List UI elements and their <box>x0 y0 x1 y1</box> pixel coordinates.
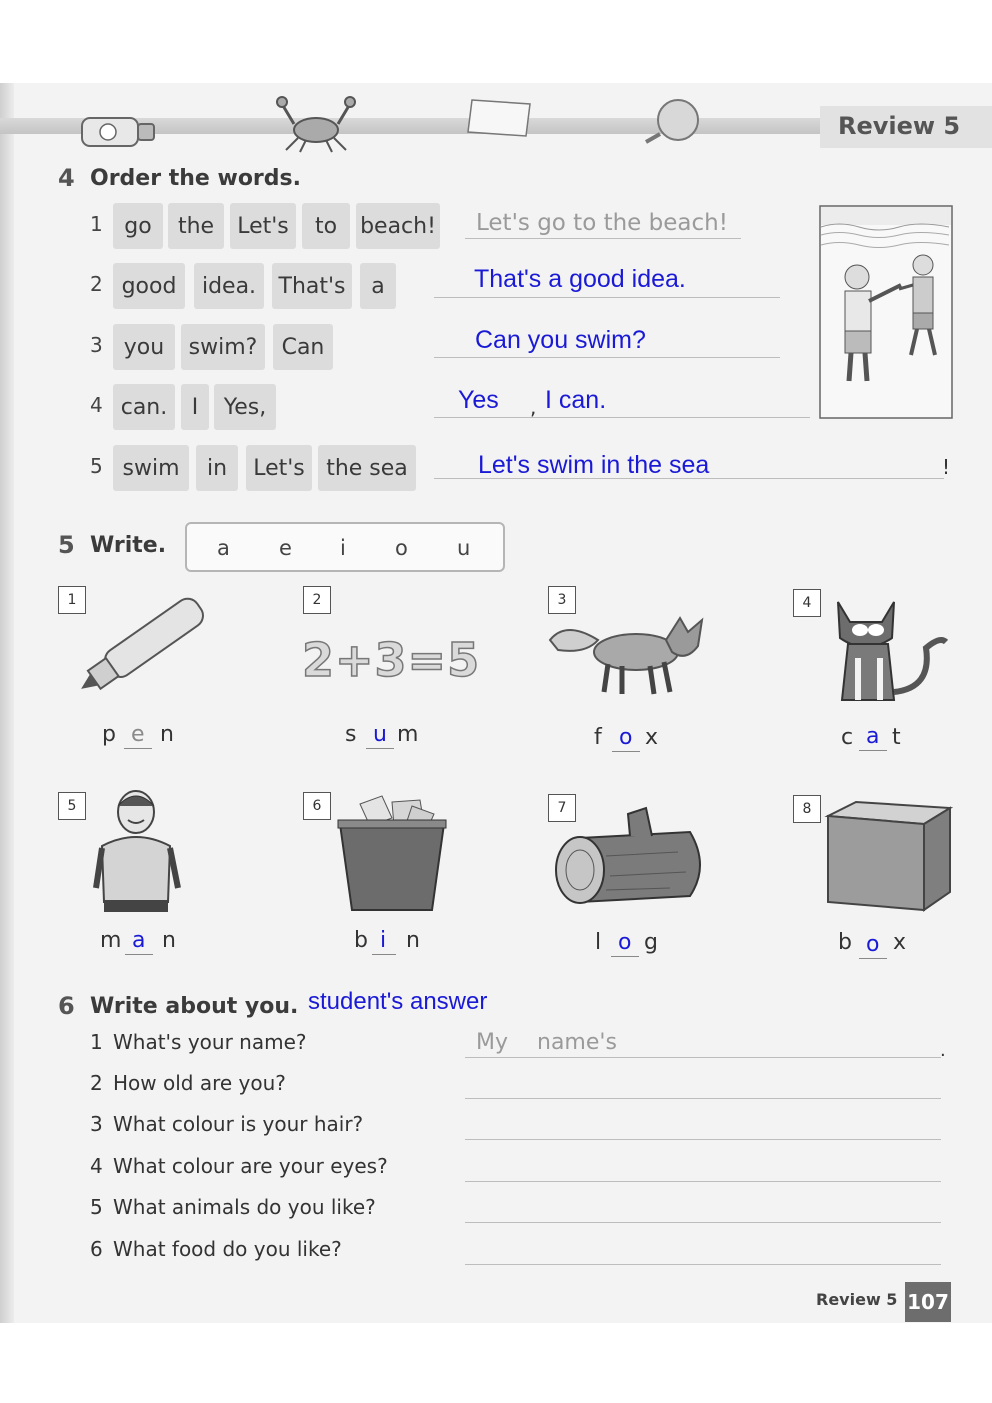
word-letter-filled: a <box>866 724 880 749</box>
section-4-title: Order the words. <box>90 166 301 191</box>
row-number: 2 <box>90 272 103 296</box>
letter-blank-line <box>611 956 639 957</box>
answer-line <box>465 1057 941 1058</box>
question-number: 2 <box>90 1071 103 1095</box>
section-6-number: 6 <box>58 992 75 1020</box>
word-letter-filled: o <box>619 725 633 750</box>
section-5-title: Write. <box>90 533 167 558</box>
sunscreen-bottle-icon <box>78 108 158 150</box>
answer-handwritten: That's a good idea. <box>474 265 686 293</box>
word-letter-filled: o <box>866 932 880 957</box>
word-tile: That's <box>272 263 352 309</box>
picture-number: 3 <box>548 586 576 614</box>
answer-line <box>465 1181 941 1182</box>
answer-sample-word: name's <box>537 1030 617 1055</box>
question-number: 6 <box>90 1237 103 1261</box>
answer-comma: , <box>530 395 537 419</box>
student-answer-note: student's answer <box>308 988 488 1015</box>
word-tile: Yes, <box>214 384 276 430</box>
answer-line <box>465 1222 941 1223</box>
answer-handwritten: Let's swim in the sea <box>478 451 710 479</box>
word-letter: n <box>162 928 176 953</box>
word-letter: m <box>397 722 419 747</box>
vowels-box <box>185 522 505 572</box>
letter-blank-line <box>859 958 887 959</box>
answer-line <box>434 297 780 298</box>
row-number: 5 <box>90 454 103 478</box>
answer-sample-word: My <box>476 1030 509 1055</box>
question-text: What food do you like? <box>113 1237 342 1261</box>
word-letter: p <box>102 722 116 747</box>
answer-sample: Let's go to the beach! <box>476 210 728 236</box>
word-letter: l <box>595 930 602 955</box>
word-tile: swim? <box>181 324 265 370</box>
letter-blank-line <box>859 750 887 751</box>
word-tile: good <box>113 263 185 309</box>
page-spine-shadow <box>0 83 14 1323</box>
word-tile: Can <box>273 324 333 370</box>
word-letter: m <box>100 928 122 953</box>
question-number: 5 <box>90 1195 103 1219</box>
question-number: 4 <box>90 1154 103 1178</box>
magnifying-glass-icon <box>640 96 710 146</box>
word-letter: n <box>160 722 174 747</box>
pen-icon <box>60 584 220 704</box>
answer-line <box>434 357 780 358</box>
footer-review-label: Review 5 <box>816 1290 898 1309</box>
word-tile: Let's <box>230 203 296 249</box>
picture-number: 7 <box>548 794 576 822</box>
word-tile: Let's <box>246 445 312 491</box>
end-exclamation: ! <box>942 455 951 479</box>
letter-blank-line <box>612 751 640 752</box>
vowel: e <box>279 536 292 560</box>
question-text: What animals do you like? <box>113 1195 376 1219</box>
answer-line <box>434 417 810 418</box>
row-number: 4 <box>90 393 103 417</box>
cat-icon <box>822 588 950 706</box>
question-text: What's your name? <box>113 1030 307 1054</box>
question-text: What colour is your hair? <box>113 1112 364 1136</box>
word-letter: b <box>354 928 368 953</box>
word-letter: f <box>594 725 602 750</box>
answer-handwritten: Can you swim? <box>475 326 646 354</box>
man-icon <box>90 788 186 914</box>
word-letter: x <box>893 930 907 955</box>
answer-line <box>465 1098 941 1099</box>
word-tile: can. <box>113 384 175 430</box>
letter-blank-line <box>366 748 394 749</box>
fox-icon <box>546 600 708 700</box>
word-letter-filled: a <box>132 928 146 953</box>
word-tile: you <box>113 324 175 370</box>
word-letter: n <box>406 928 420 953</box>
section-6-title: Write about you. <box>90 994 299 1019</box>
vowel: a <box>217 536 230 560</box>
letter-blank-line <box>372 954 396 955</box>
letter-blank-line <box>125 954 153 955</box>
crab-icon <box>276 94 356 154</box>
word-letter-filled: u <box>373 722 387 747</box>
letter-blank-line <box>124 748 152 749</box>
paper-note-icon <box>466 96 536 140</box>
row-number: 1 <box>90 212 103 236</box>
answer-handwritten-part1: Yes <box>458 386 499 414</box>
question-text: How old are you? <box>113 1071 286 1095</box>
box-icon <box>824 798 954 916</box>
word-letter-filled: e <box>131 722 145 747</box>
section-4-number: 4 <box>58 164 75 192</box>
vowel: u <box>457 536 471 560</box>
word-tile: idea. <box>194 263 264 309</box>
word-letter: c <box>841 725 854 750</box>
word-tile: the <box>168 203 224 249</box>
word-letter-filled: o <box>618 930 632 955</box>
word-letter: g <box>644 930 658 955</box>
end-period: . <box>940 1040 946 1061</box>
question-number: 3 <box>90 1112 103 1136</box>
question-text: What colour are your eyes? <box>113 1154 388 1178</box>
answer-line <box>465 1264 941 1265</box>
answer-handwritten-part2: I can. <box>545 386 607 414</box>
row-number: 3 <box>90 333 103 357</box>
picture-number: 6 <box>303 792 331 820</box>
picture-number: 2 <box>303 586 331 614</box>
word-letter: x <box>645 725 659 750</box>
word-tile: the sea <box>318 445 416 491</box>
word-tile: a <box>360 263 396 309</box>
word-letter: b <box>838 930 852 955</box>
picture-number: 4 <box>793 589 821 617</box>
answer-line <box>434 478 944 479</box>
review-title: Review 5 <box>838 112 961 140</box>
word-tile: go <box>113 203 163 249</box>
log-icon <box>550 800 708 910</box>
section-5-number: 5 <box>58 531 75 559</box>
vowel: o <box>395 536 408 560</box>
picture-number: 1 <box>58 586 86 614</box>
picture-number: 5 <box>58 792 86 820</box>
question-number: 1 <box>90 1030 103 1054</box>
sum-icon: 2+3=5 <box>302 633 481 687</box>
word-tile: I <box>181 384 209 430</box>
answer-line <box>465 1139 941 1140</box>
bin-icon <box>330 792 454 916</box>
word-tile: to <box>302 203 350 249</box>
picture-number: 8 <box>793 795 821 823</box>
page-number: 107 <box>905 1282 951 1322</box>
beach-kids-picture <box>819 205 953 419</box>
word-letter: s <box>345 722 357 747</box>
answer-line <box>465 238 741 239</box>
word-tile: in <box>196 445 238 491</box>
word-letter-filled: i <box>380 928 387 953</box>
review-tab <box>820 106 992 148</box>
word-tile: beach! <box>356 203 440 249</box>
word-letter: t <box>892 725 901 750</box>
word-tile: swim <box>113 445 189 491</box>
vowel: i <box>340 536 346 560</box>
